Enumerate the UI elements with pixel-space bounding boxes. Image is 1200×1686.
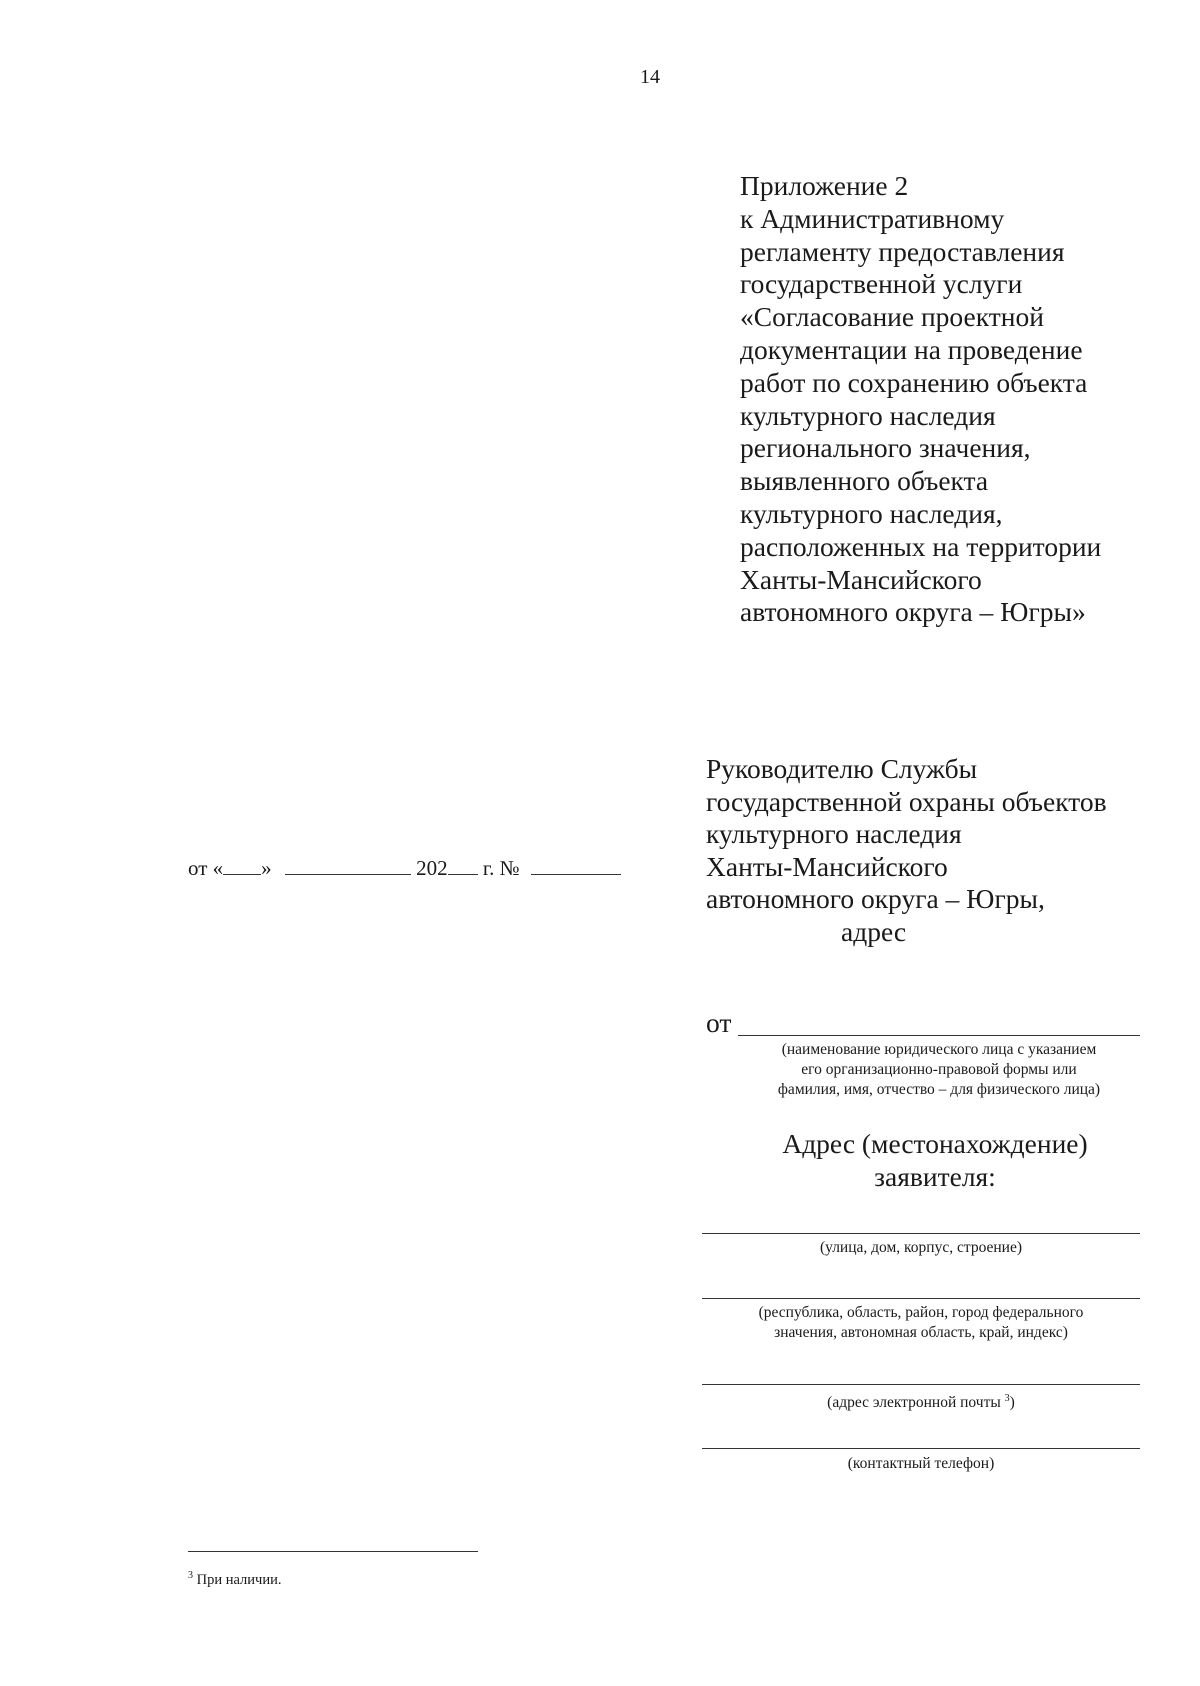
- appendix-line: «Согласование проектной: [740, 301, 1044, 333]
- caption-line: (наименование юридического лица с указанием: [781, 1041, 1097, 1058]
- appendix-line: документации на проведение: [740, 333, 1083, 365]
- year-prefix: 202: [416, 856, 448, 880]
- footnote: [188, 1570, 282, 1589]
- appendix-line: Ханты-Мансийского: [740, 563, 982, 595]
- email-caption-text: (адрес электронной почты: [827, 1394, 1001, 1411]
- appendix-line: регионального значения,: [740, 432, 1031, 464]
- region-caption: [702, 1303, 1140, 1343]
- footnote-text: При наличии.: [196, 1572, 282, 1588]
- caption-line: его организационно-правовой формы или: [801, 1061, 1077, 1078]
- phone-field[interactable]: [702, 1448, 1140, 1449]
- addressee-line: государственной охраны объектов: [706, 785, 1107, 817]
- appendix-line: Приложение 2: [740, 170, 909, 201]
- appendix-line: автономного округа – Югры»: [740, 596, 1086, 628]
- appendix-line: к Административному: [740, 202, 1005, 234]
- appendix-header: [740, 170, 1180, 629]
- number-blank[interactable]: [531, 856, 621, 875]
- footnote-divider: [188, 1551, 478, 1552]
- address-heading-line: Адрес (местонахождение): [782, 1128, 1088, 1159]
- addressee-block: [706, 753, 1176, 949]
- applicant-from-label: от: [706, 1007, 732, 1038]
- appendix-line: выявленного объекта: [740, 465, 989, 497]
- addressee-line: автономного округа – Югры,: [706, 883, 1045, 915]
- address-heading: [700, 1127, 1170, 1193]
- appendix-line: культурного наследия: [740, 399, 996, 431]
- region-field[interactable]: [702, 1298, 1140, 1299]
- date-number-line: [188, 856, 621, 881]
- date-quote-close: »: [261, 856, 272, 880]
- address-heading-line: заявителя:: [874, 1161, 996, 1192]
- appendix-line: культурного наследия,: [740, 497, 1003, 529]
- street-caption: (улица, дом, корпус, строение): [819, 1239, 1023, 1256]
- date-from-label: от «: [188, 856, 224, 880]
- number-label: г. №: [482, 856, 520, 880]
- appendix-line: расположенных на территории: [740, 530, 1102, 562]
- page-number: 14: [640, 66, 660, 88]
- year-blank[interactable]: [448, 856, 478, 875]
- caption-line: (республика, область, район, город федерального: [758, 1304, 1084, 1321]
- footnote-mark: 3: [188, 1570, 193, 1581]
- phone-caption: (контактный телефон): [847, 1455, 995, 1472]
- applicant-name-caption: [738, 1040, 1140, 1100]
- addressee-line: культурного наследия: [706, 818, 962, 850]
- street-field[interactable]: [702, 1233, 1140, 1234]
- caption-line: фамилия, имя, отчество – для физического лица): [777, 1081, 1101, 1098]
- applicant-name-field[interactable]: [738, 1035, 1140, 1036]
- caption-line: значения, автономная область, край, индекс): [774, 1324, 1068, 1341]
- email-field[interactable]: [702, 1384, 1140, 1385]
- addressee-line: Руководителю Службы: [706, 753, 978, 784]
- appendix-line: работ по сохранению объекта: [740, 366, 1088, 398]
- footnote-ref-mark: 3: [1004, 1393, 1010, 1404]
- appendix-line: государственной услуги: [740, 268, 1023, 300]
- addressee-address-word: адрес: [841, 915, 907, 947]
- month-blank[interactable]: [285, 856, 411, 875]
- addressee-line: Ханты-Мансийского: [706, 850, 948, 882]
- appendix-line: регламенту предоставления: [740, 235, 1065, 267]
- day-blank[interactable]: [223, 856, 261, 875]
- email-caption: [702, 1389, 1140, 1413]
- email-caption-close: ): [1009, 1394, 1015, 1411]
